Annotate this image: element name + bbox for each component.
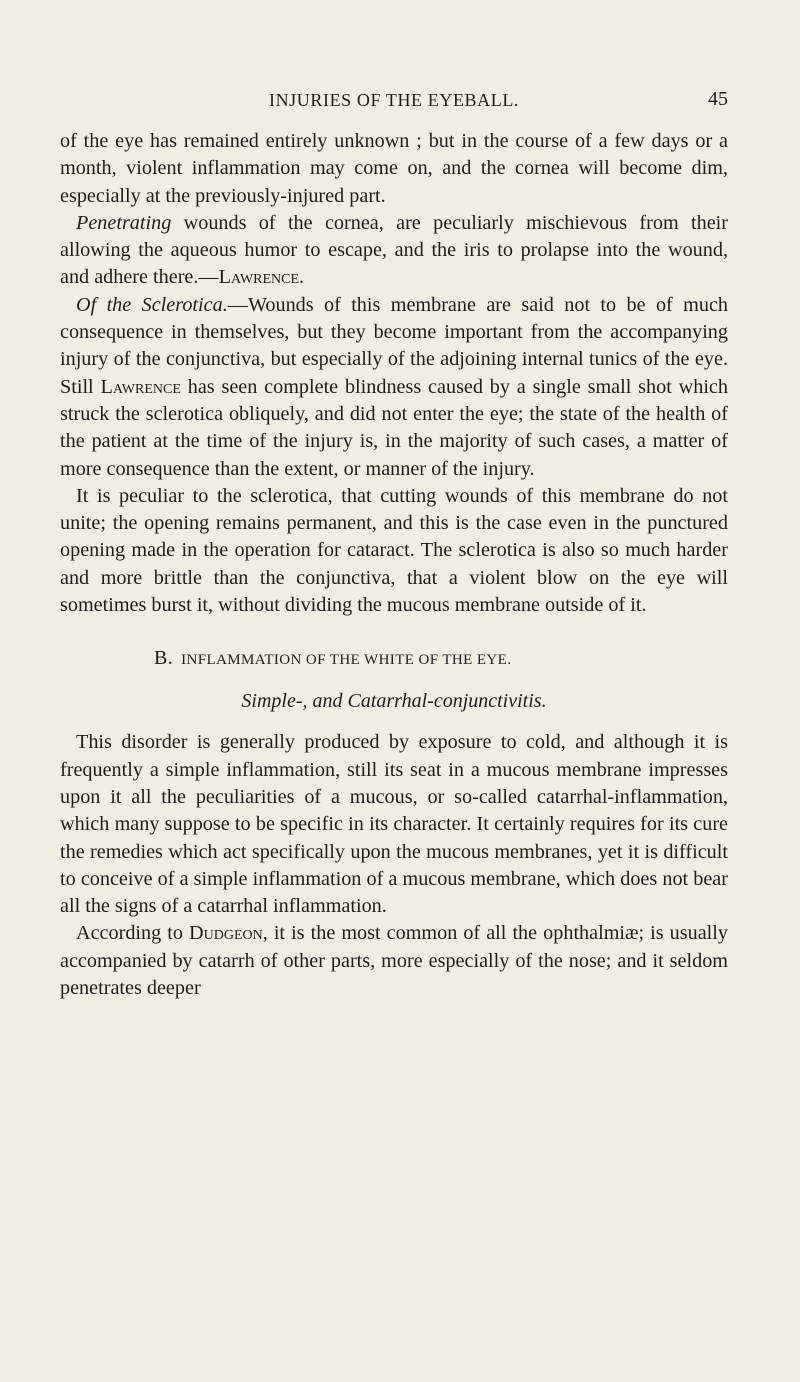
paragraph-text: , it is the most common of all the ophthalmiæ; is usually accompanied by catarrh of other parts, more especially of the nose; and it seldom penetrates deeper <box>60 922 728 1000</box>
paragraph-sclerotica <box>60 292 728 483</box>
paragraph-cutting-wounds: It is peculiar to the sclerotica, that cutting wounds of this membrane do not unite; the opening remains permanent, and this is the case even in the punctured opening made in the operation for cataract. The sclerotica is also so much harder and more brittle than the conjunctiva, that a violent blow on the eye will sometimes burst it, without dividing the mucous membrane outside of it. <box>60 484 728 617</box>
author-citation: Dudgeon <box>189 922 263 945</box>
author-citation: Lawrence. <box>218 266 305 289</box>
paragraph-1: of the eye has remained entirely unknown ; but in the course of a few days or a month, violent inflammation may come on, and the cornea will become dim, especially at the previously-injured part. <box>60 130 728 207</box>
paragraph-dudgeon <box>60 920 728 1002</box>
paragraph-text: has seen complete blindness caused by a single small shot which struck the sclerotica obliquely, and did not enter the eye; the state of the health of the patient at the time of the injury is, in the majority of such cases, a matter of more consequence than the extent, or manner of the injury. <box>60 375 728 480</box>
term-penetrating: Penetrating <box>76 211 172 234</box>
section-subtitle: Simple-, and Catarrhal-conjunctivitis. <box>241 690 547 713</box>
body-text <box>60 128 728 1002</box>
paragraph-disorder: This disorder is generally produced by exposure to cold, and although it is frequently a simple inflammation, still its seat in a mucous membrane impresses upon it all the peculiarities of a mucous, or so-called catarrhal-inflammation, which many suppose to be specific in its character. It certainly requires for its cure the remedies which act specifically upon the mucous membranes, yet it is difficult to conceive of a simple inflammation of a mucous membrane, which does not bear all the signs of a catarrhal inflammation. <box>60 731 728 918</box>
author-citation: Lawrence <box>100 375 181 398</box>
paragraph-text: According to <box>76 922 190 945</box>
section-letter: B. <box>154 647 174 670</box>
paragraph-text: wounds of the cornea, are peculiarly mischievous from their allowing the aqueous humor to escape, and the iris to prolapse into the wound, and adhere there.— <box>60 211 728 289</box>
running-head <box>60 90 728 114</box>
term-sclerotica: Of the Sclerotica. <box>76 293 228 316</box>
paragraph-penetrating-wounds <box>60 210 728 292</box>
running-title: INJURIES OF THE EYEBALL. <box>268 90 520 110</box>
section-heading <box>60 645 728 674</box>
paragraph-text: —Wounds of this membrane are said not to be of much consequence in themselves, but they become important from the accompanying injury of the conjunctiva, but especially of the adjoining internal tunics of the eye. Still <box>60 293 728 398</box>
page-number: 45 <box>708 88 728 110</box>
section-title: INFLAMMATION OF THE WHITE OF THE EYE. <box>181 652 512 669</box>
